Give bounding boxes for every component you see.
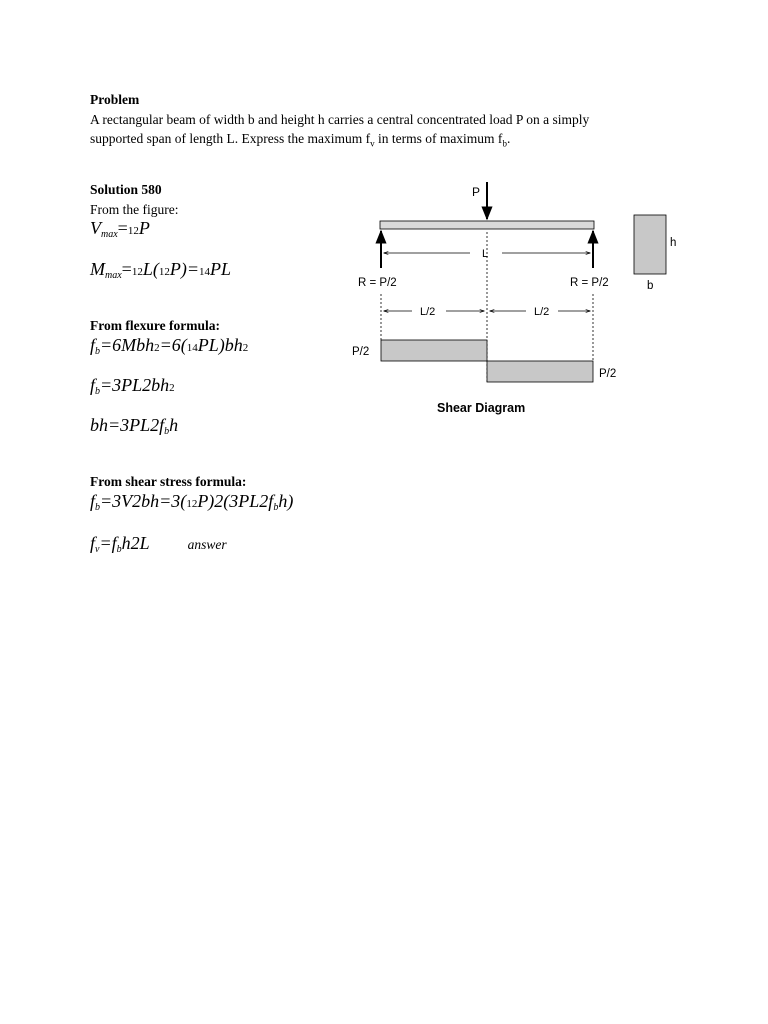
solution-heading: Solution 580 xyxy=(90,182,162,197)
fb-equation-2: $f_b=3PL2bh2$ xyxy=(90,375,175,397)
fb-equation-1: $f_b=6Mbh2=6(14PL)bh2$ xyxy=(90,335,249,357)
answer-label: answer xyxy=(187,537,227,552)
cross-section xyxy=(634,215,666,274)
shear-block-positive xyxy=(381,340,487,361)
section-width-label: b xyxy=(647,280,654,292)
problem-line-2: supported span of length L. Express the maximum $f_v$ in terms of maximum $f_b$. xyxy=(90,131,511,149)
mmax-equation: $M_{max}=12L(12P)=14PL$ xyxy=(90,259,231,281)
shear-label-right: P/2 xyxy=(599,368,617,380)
bh-equation: $bh=3PL2f_bh$ xyxy=(90,415,179,437)
section-height-label: h xyxy=(670,237,677,249)
shear-label-left: P/2 xyxy=(352,346,370,358)
shear-block-negative xyxy=(487,361,593,382)
flexure-heading: From flexure formula: xyxy=(90,318,220,333)
problem-line-1: A rectangular beam of width b and height h carries a central concentrated load P on a simply xyxy=(90,112,590,127)
shear-diagram-title: Shear Diagram xyxy=(437,401,526,415)
solution-intro: From the figure: xyxy=(90,202,179,217)
reaction-label-right: R = P/2 xyxy=(570,277,609,289)
fv-equation-1: $f_b=3V2bh=3(12P)2(3PL2f_bh)$ xyxy=(90,491,294,513)
half-label-right: L/2 xyxy=(534,306,550,318)
load-label: P xyxy=(472,185,481,199)
problem-heading: Problem xyxy=(90,92,140,107)
reaction-label-left: R = P/2 xyxy=(358,277,397,289)
fv-equation-2: $f_v=f_bh2L$ answer xyxy=(90,533,227,555)
vmax-equation: $V_{max}=12P$ xyxy=(90,218,150,240)
beam-figure xyxy=(0,0,768,430)
shear-heading: From shear stress formula: xyxy=(90,474,247,489)
span-label: L xyxy=(482,248,489,260)
half-label-left: L/2 xyxy=(420,306,436,318)
beam xyxy=(380,221,594,229)
